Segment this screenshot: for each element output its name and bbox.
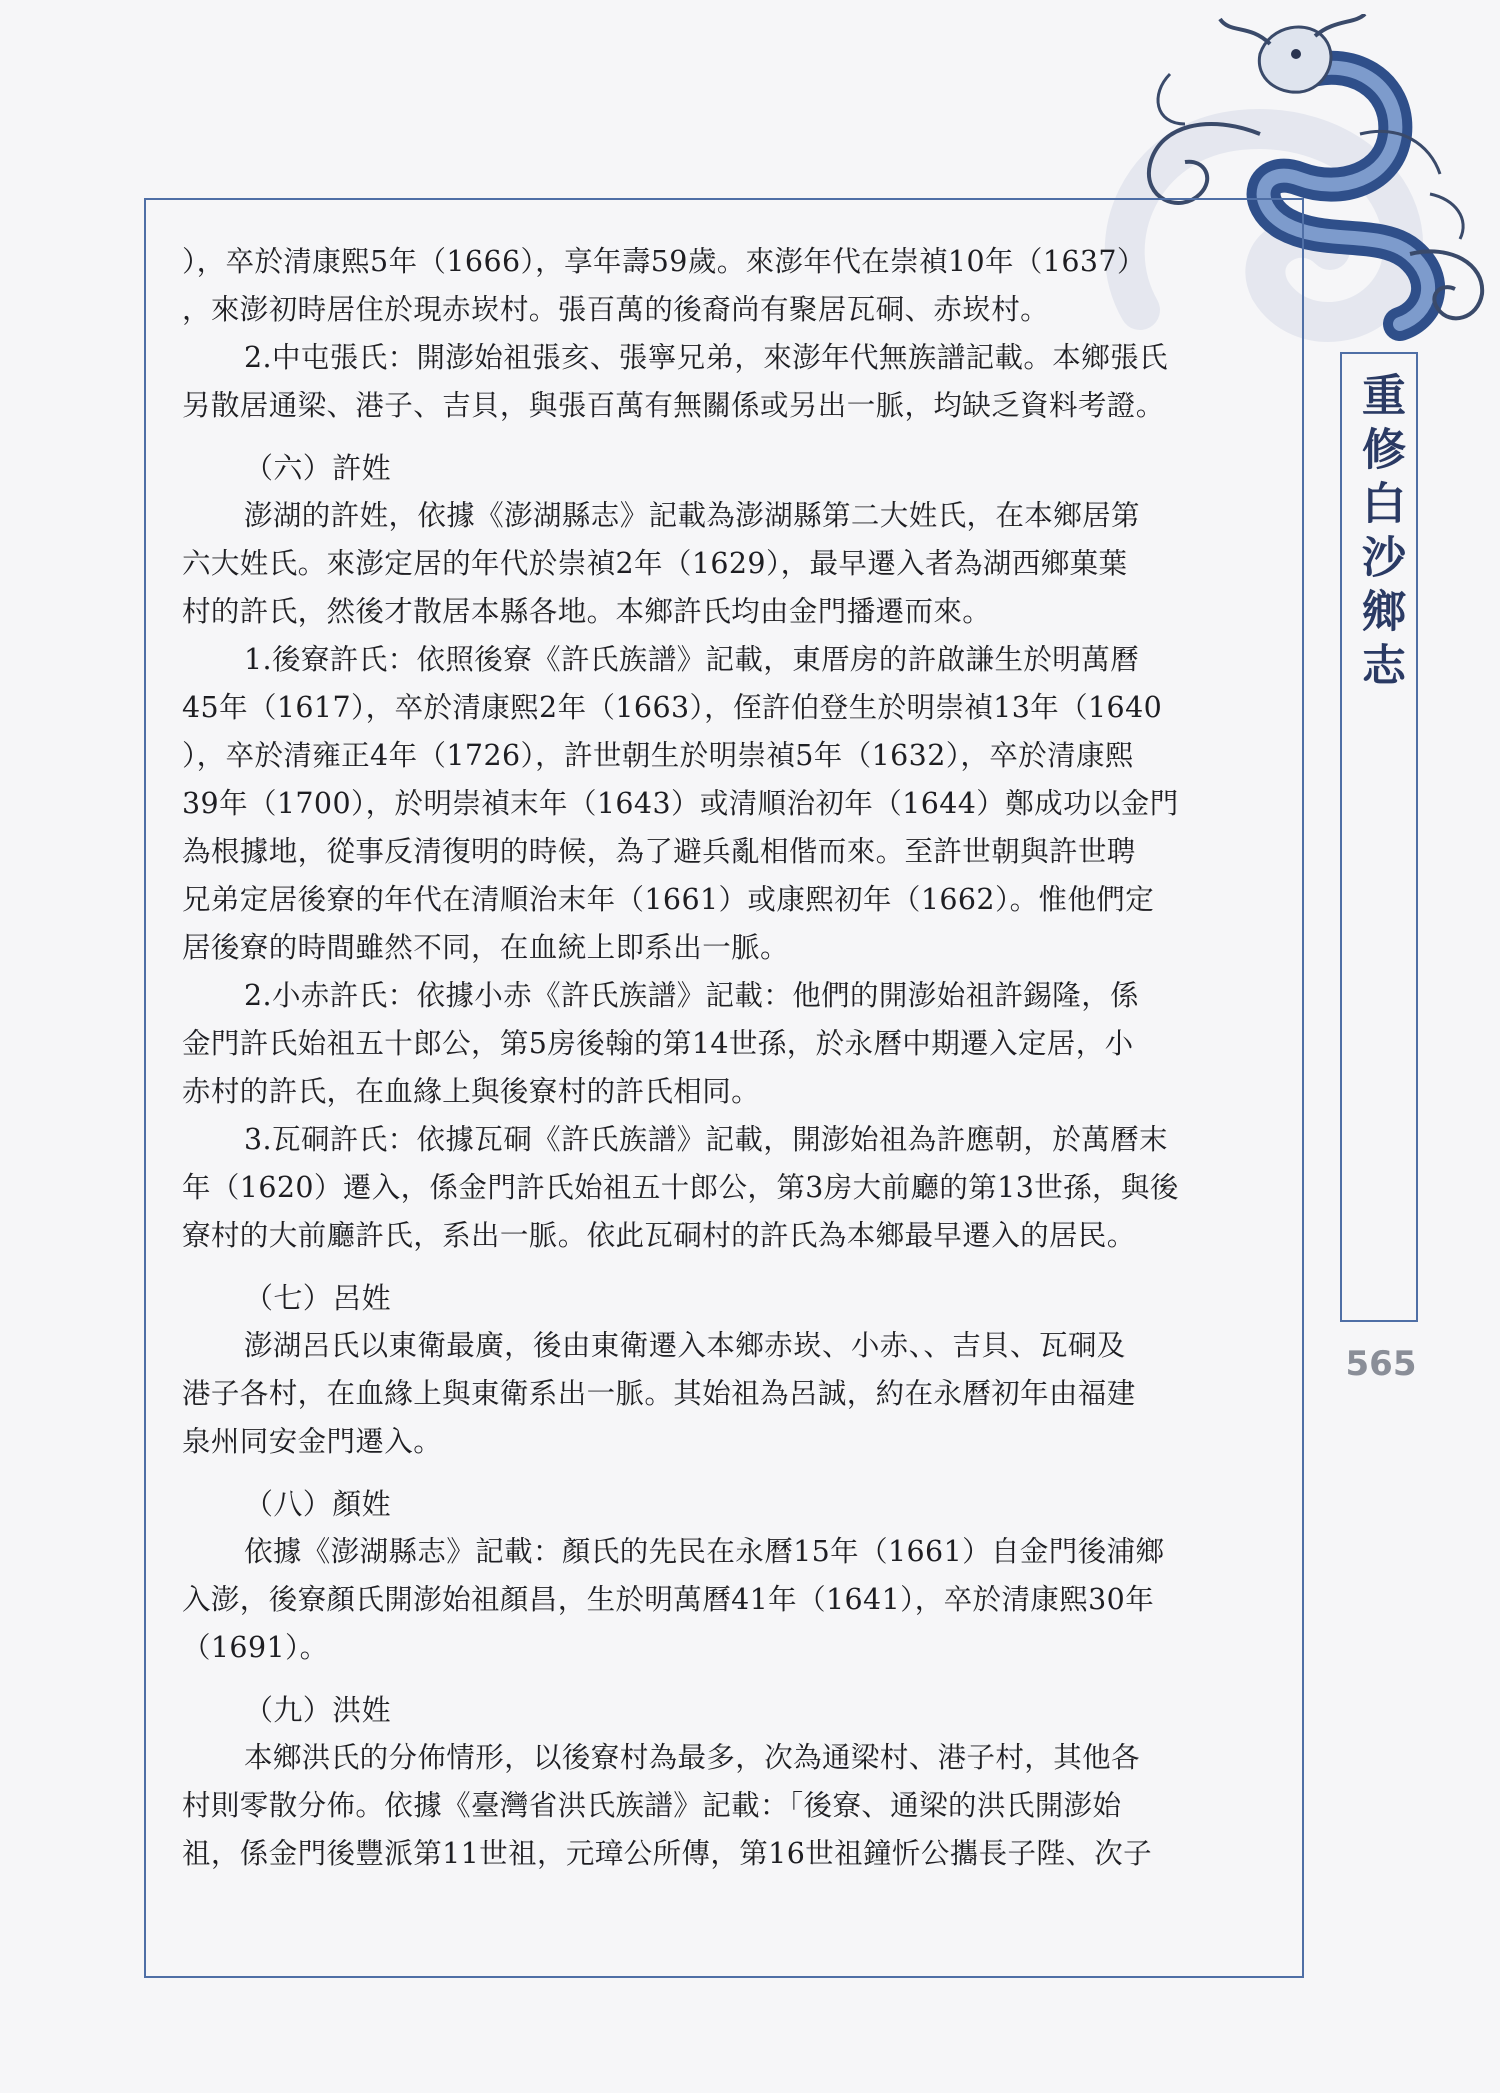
text-line: ，來澎初時居住於現赤崁村。張百萬的後裔尚有聚居瓦硐、赤崁村。 [182, 293, 1050, 326]
text-line: 六大姓氏。來澎定居的年代於崇禎2年（1629），最早遷入者為湖西鄉菓葉 [182, 547, 1128, 580]
text-line: 年（1620）遷入，係金門許氏始祖五十郎公，第3房大前廳的第13世孫，與後 [182, 1171, 1179, 1204]
text-line: 澎湖的許姓，依據《澎湖縣志》記載為澎湖縣第二大姓氏，在本鄉居第 [244, 499, 1140, 532]
text-line: 村的許氏，然後才散居本縣各地。本鄉許氏均由金門播遷而來。 [182, 595, 992, 628]
book-title: 重修白沙鄉志 [1354, 372, 1405, 696]
text-line: 兄弟定居後寮的年代在清順治末年（1661）或康熙初年（1662）。惟他們定 [182, 883, 1155, 916]
text-line: 2.小赤許氏：依據小赤《許氏族譜》記載：他們的開澎始祖許錫隆，係 [244, 979, 1139, 1012]
text-line: （1691）。 [182, 1631, 329, 1664]
text-line: 45年（1617），卒於清康熙2年（1663），侄許伯登生於明崇禎13年（1640 [182, 691, 1163, 724]
text-line: 另散居通梁、港子、吉貝，與張百萬有無關係或另出一脈，均缺乏資料考證。 [182, 389, 1165, 422]
text-line: 為根據地，從事反清復明的時候，為了避兵亂相偕而來。至許世朝與許世聘 [182, 835, 1136, 868]
text-line: 3.瓦硐許氏：依據瓦硐《許氏族譜》記載，開澎始祖為許應朝，於萬曆末 [244, 1123, 1168, 1156]
text-line: 泉州同安金門遷入。 [182, 1425, 443, 1458]
body-text [182, 238, 1280, 1878]
section-heading: （七）呂姓 [244, 1281, 392, 1315]
text-line: 39年（1700），於明崇禎末年（1643）或清順治初年（1644）鄭成功以金門 [182, 787, 1179, 820]
text-line: ），卒於清雍正4年（1726），許世朝生於明崇禎5年（1632），卒於清康熙 [182, 739, 1134, 772]
text-line: 寮村的大前廳許氏，系出一脈。依此瓦硐村的許氏為本鄉最早遷入的居民。 [182, 1219, 1136, 1252]
section-heading: （九）洪姓 [244, 1693, 392, 1727]
text-line: ），卒於清康熙5年（1666），享年壽59歲。來澎年代在崇禎10年（1637） [182, 245, 1146, 278]
book-title-sidebar [1340, 352, 1418, 1322]
text-line: 2.中屯張氏：開澎始祖張亥、張寧兄弟，來澎年代無族譜記載。本鄉張氏 [244, 341, 1168, 374]
text-line: 依據《澎湖縣志》記載：顏氏的先民在永曆15年（1661）自金門後浦鄉 [244, 1535, 1165, 1568]
page-number: 565 [1345, 1344, 1417, 1384]
text-line: 祖，係金門後豐派第11世祖，元璋公所傳，第16世祖鐘忻公攜長子陛、次子 [182, 1837, 1153, 1870]
section-heading: （八）顏姓 [244, 1487, 392, 1521]
text-line: 本鄉洪氏的分佈情形，以後寮村為最多，次為通梁村、港子村，其他各 [244, 1741, 1140, 1774]
text-line: 港子各村，在血緣上與東衛系出一脈。其始祖為呂誠，約在永曆初年由福建 [182, 1377, 1136, 1410]
text-line: 赤村的許氏，在血緣上與後寮村的許氏相同。 [182, 1075, 761, 1108]
text-line: 澎湖呂氏以東衛最廣，後由東衛遷入本鄉赤崁、小赤、、吉貝、瓦硐及 [244, 1329, 1126, 1362]
section-heading: （六）許姓 [244, 451, 392, 485]
text-line: 村則零散分佈。依據《臺灣省洪氏族譜》記載：「後寮、通梁的洪氏開澎始 [182, 1789, 1122, 1822]
text-line: 1.後寮許氏：依照後寮《許氏族譜》記載，東厝房的許啟謙生於明萬曆 [244, 643, 1139, 676]
text-line: 入澎，後寮顏氏開澎始祖顏昌，生於明萬曆41年（1641），卒於清康熙30年 [182, 1583, 1155, 1616]
text-line: 金門許氏始祖五十郎公，第5房後翰的第14世孫，於永曆中期遷入定居，小 [182, 1027, 1134, 1060]
text-line: 居後寮的時間雖然不同，在血統上即系出一脈。 [182, 931, 789, 964]
